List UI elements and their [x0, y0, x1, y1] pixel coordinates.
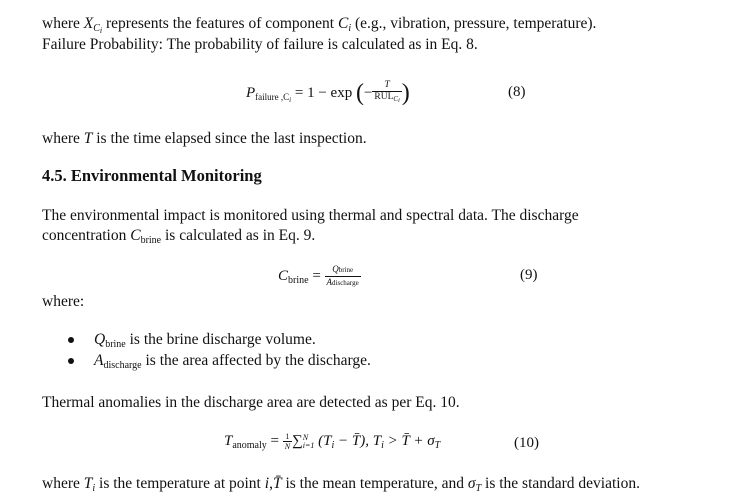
fraction-denominator: RUL: [374, 92, 394, 102]
math-var: σ: [467, 475, 476, 492]
math-var: X: [83, 15, 94, 32]
math-sub: brine: [140, 235, 162, 246]
bullet-icon: [68, 337, 74, 343]
text: where: [42, 475, 84, 492]
fraction-denominator: A: [326, 277, 333, 287]
fraction-numerator: T: [372, 80, 401, 92]
math-sub: C: [393, 95, 399, 103]
math-equals: =: [266, 432, 283, 449]
math-subsub: i: [398, 98, 400, 104]
math-var: T: [83, 130, 93, 147]
equation-9: [278, 264, 361, 289]
math-subsub: i: [99, 26, 103, 35]
math-sub: i: [331, 439, 335, 451]
text: (e.g., vibration, pressure, temperature).: [351, 15, 597, 32]
paragraph-temperature-definitions: [42, 474, 640, 499]
text: is the standard deviation.: [481, 475, 640, 492]
equation-10: [224, 432, 440, 451]
math-subsub: i: [289, 95, 292, 104]
text: concentration: [42, 227, 131, 244]
text: is the time elapsed since the last inspection.: [92, 130, 367, 147]
text: is the mean temperature, and: [281, 475, 468, 492]
math-sub: i=1: [302, 440, 315, 450]
math-sub: discharge: [103, 360, 142, 371]
fraction: [325, 264, 361, 289]
math-sub: i: [381, 439, 384, 451]
paragraph-discharge-concentration: [42, 226, 315, 251]
math-sub: failure ,C: [255, 91, 290, 102]
text: ,: [269, 475, 273, 492]
paragraph-failure-probability: Failure Probability: The probability of failure is calculated as in Eq. 8.: [42, 36, 478, 53]
math-text: = 1 − exp: [291, 84, 356, 101]
math-text: − T̄), T: [334, 432, 382, 449]
fraction: [283, 432, 292, 451]
math-sub: i: [92, 483, 96, 494]
math-sub: brine: [105, 339, 126, 350]
section-heading: 4.5. Environmental Monitoring: [42, 166, 262, 185]
math-var: Q: [94, 331, 106, 348]
math-var: C: [337, 15, 349, 32]
math-sub: brine: [338, 266, 354, 274]
paragraph-environmental-impact: The environmental impact is monitored using thermal and spectral data. The discharge: [42, 207, 579, 224]
fraction-numerator: 1: [283, 432, 292, 442]
math-var: T: [224, 432, 233, 449]
text: is the temperature at point: [95, 475, 265, 492]
fraction-numerator: Q: [332, 264, 339, 274]
equation-number-8: (8): [508, 84, 526, 100]
equation-number-10: (10): [514, 435, 539, 451]
list-item: [68, 352, 371, 371]
equation-8: $P_{failure ,C_i} = 1 - \exp$ (− $\frac{T}{RUL_{Ci}}$ ): [246, 80, 410, 106]
text: is calculated as in Eq. 9.: [161, 227, 316, 244]
math-sub: T: [475, 483, 482, 494]
math-sub: discharge: [332, 279, 359, 287]
list-item-text: is the brine discharge volume.: [125, 331, 316, 348]
math-sub: brine: [288, 274, 309, 286]
paragraph-time-elapsed: [42, 129, 367, 149]
math-equals: =: [308, 267, 325, 284]
math-minus: −: [363, 84, 373, 101]
bullet-icon: [68, 358, 74, 364]
math-var: A: [94, 352, 104, 369]
math-var: i: [264, 475, 270, 492]
fraction: [372, 80, 401, 107]
text: where: [42, 15, 84, 32]
math-sum: ∑: [292, 432, 303, 449]
math-sub: C: [93, 23, 100, 34]
equation-number-9: (9): [520, 267, 538, 283]
math-text: > T̄ + σ: [383, 432, 435, 449]
text: represents the features of component: [102, 15, 338, 32]
math-var: T̄: [272, 475, 282, 492]
where-label: where:: [42, 293, 85, 310]
list-item: [68, 331, 316, 350]
math-var: C: [130, 227, 141, 244]
math-sub: i: [348, 23, 352, 34]
math-var: C: [278, 267, 289, 284]
math-sub: T: [434, 439, 441, 451]
paragraph-thermal-anomalies: Thermal anomalies in the discharge area are detected as per Eq. 10.: [42, 394, 460, 411]
math-sup: N: [302, 432, 309, 442]
list-item-text: is the area affected by the discharge.: [141, 352, 371, 369]
math-sub: anomaly: [232, 439, 267, 451]
math-var: T: [83, 475, 93, 492]
text: where: [42, 130, 84, 147]
fraction-denominator: N: [284, 442, 291, 451]
math-var: P: [246, 84, 256, 101]
math-text: (T: [314, 432, 332, 449]
